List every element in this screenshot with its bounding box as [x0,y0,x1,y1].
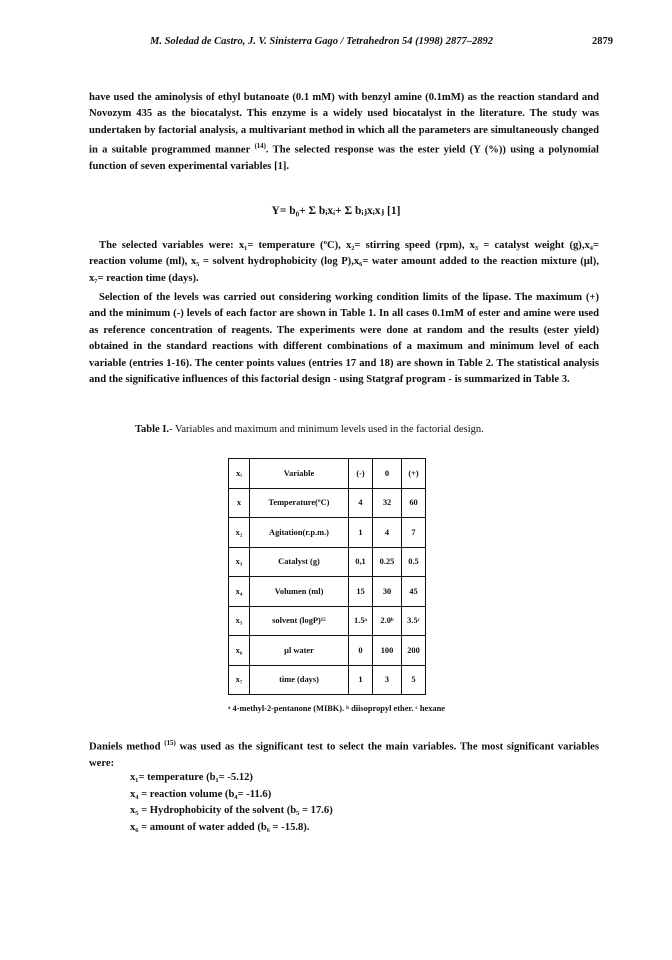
paragraph-1 [89,90,599,176]
table-cell: µl water [250,636,349,666]
table-cell: 1 [349,518,373,548]
list-item: x₆ = amount of water added (b₆ = -15.8). [130,821,310,833]
table-cell: 15 [349,577,373,607]
table-cell: time (days) [250,665,349,695]
table-row [229,518,426,548]
table-cell: 0.5 [402,547,426,577]
table-cell: x₂ [229,518,250,548]
table-caption [135,424,615,435]
table-cell: Agitation(r.p.m.) [250,518,349,548]
variables-table [228,458,426,695]
table-cell: 7 [402,518,426,548]
paragraph-4-text-b: was used as the significant test to select the main variables. The most significant variables were: [89,741,599,769]
paragraph-1-text-b: . The selected response was the ester yield (Y (%)) using a polynomial function of seven experimental variables [1]. [89,144,599,173]
header-cell: Variable [250,459,349,489]
table-cell: 4 [349,488,373,518]
significant-variables-list [130,770,333,836]
running-head: M. Soledad de Castro, J. V. Sinisterra Gago / Tetrahedron 54 (1998) 2877–2892 [150,36,494,47]
table-cell: x₇ [229,665,250,695]
equation-1: Y= b₀+ Σ bᵢxᵢ+ Σ bᵢⱼxᵢxⱼ [1] [271,205,401,217]
table-row [229,547,426,577]
table-cell: 3.5ᶜ [402,606,426,636]
table-cell: x₆ [229,636,250,666]
table-row [229,636,426,666]
table-cell: 60 [402,488,426,518]
table-cell: 200 [402,636,426,666]
table-cell: 5 [402,665,426,695]
list-item: x₄ = reaction volume (b₄= -11.6) [130,788,272,800]
header-cell: 0 [373,459,402,489]
table-cell: Volumen (ml) [250,577,349,607]
table-cell: 45 [402,577,426,607]
list-item: x₁= temperature (b₁= -5.12) [130,772,253,783]
table-cell: 30 [373,577,402,607]
reference-14: (14) [254,143,266,151]
table-cell: x₅ [229,606,250,636]
paragraph-1-text-a: have used the aminolysis of ethyl butanoate (0.1 mM) with benzyl amine (0.1mM) as the reaction standard and Novozym 435 as the biocatalyst. This enzyme is a widely used biocatalyst in the literature. The study was undertaken by factorial analysis, a multivariant method in which all the parameters are simultaneously changed in a suitable programmed manner [89,92,599,156]
table-cell: Temperature(ºC) [250,488,349,518]
table-cell: 0 [349,636,373,666]
table-caption-label: Table I. [135,424,170,435]
table-cell: solvent (logP)¹⁵ [250,606,349,636]
page-header [0,36,672,52]
table-cell: 4 [373,518,402,548]
table-row [229,606,426,636]
header-cell: (-) [349,459,373,489]
table-cell: x₄ [229,577,250,607]
paragraph-3: Selection of the levels was carried out considering working condition limits of the lipase. The maximum (+) and the minimum (-) levels of each factor are shown in Table 1. In all cases 0.1mM of ester and amine were used as reference concentration of reagents. The experiments were done at random and the results (ester yield) obtained in the standard reactions with different combinations of a maximum and minimum level of each variable (entries 1-16). The center points values (entries 17 and 18) are shown in Table 2. The statistical analysis and the significative influences of this factorial design - using Statgraf program - is summarized in Table 3. [89,292,599,386]
table-row [229,488,426,518]
reference-15: (15) [164,740,176,747]
table-row [229,577,426,607]
table-cell: 0,1 [349,547,373,577]
header-cell: (+) [402,459,426,489]
table-cell: x [229,488,250,518]
table-cell: 1 [349,665,373,695]
table-cell: 2.0ᵇ [373,606,402,636]
table-cell: 0.25 [373,547,402,577]
table-row [229,665,426,695]
paragraph-4-text-a: Daniels method [89,741,165,753]
table-header-row [229,459,426,489]
table-cell: 32 [373,488,402,518]
table-footnote: ᵃ 4-methyl-2-pentanone (MIBK). ᵇ diisopropyl ether. ᶜ hexane [228,704,445,713]
table-cell: Catalyst (g) [250,547,349,577]
list-item: x₅ = Hydrophobicity of the solvent (b₅ = 17.6) [130,805,333,817]
paragraph-2: The selected variables were: x₁= temperature (ºC), x₂= stirring speed (rpm), x₃ = catalyst weight (g),x₄= reaction volume (ml), x₅ = solvent hydrophobicity (log P),x₆= water amount added to the reaction mixture (µl), x₇= reaction time (days). [89,240,599,284]
header-cell: xᵢ [229,459,250,489]
paragraph-4 [89,736,599,772]
page-number: 2879 [592,36,613,47]
table-caption-text: - Variables and maximum and minimum levels used in the factorial design. [169,424,484,435]
table-cell: 3 [373,665,402,695]
table-cell: 1.5ᵃ [349,606,373,636]
table-cell: x₃ [229,547,250,577]
table-cell: 100 [373,636,402,666]
